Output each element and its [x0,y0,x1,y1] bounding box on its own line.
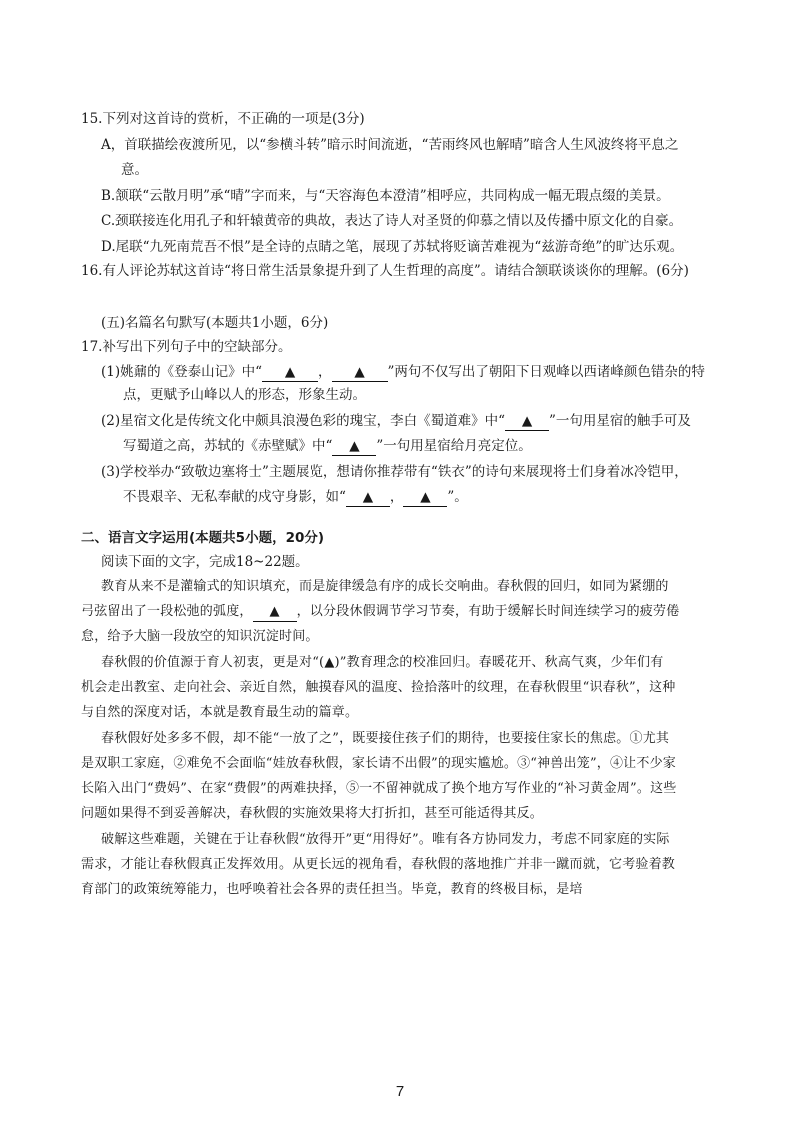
q17-item-2-cont [123,437,532,456]
passage-p1-line2 [81,603,679,622]
passage-p1-line1: 教育从来不是灌输式的知识填充，而是旋律缓急有序的成长交响曲。春秋假的回归，如同为紧绷的 [101,579,669,594]
answer-blank[interactable]: ▲ [253,603,297,622]
answer-blank[interactable]: ▲ [346,488,390,507]
passage-p3-line2: 是双职工家庭，②难免不会面临“娃放春秋假，家长请不出假”的现实尴尬。③“神兽出笼”，④让不少家 [81,756,676,771]
q15-option-a: A，首联描绘夜渡所见，以“参横斗转”暗示时间流逝，“苦雨终风也解晴”暗含人生风波终将平息之 [101,137,679,153]
q17-3-prefix: 不畏艰辛、无私奉献的戍守身影，如“ [123,489,346,505]
q17-1-comma: ， [318,364,332,380]
passage-p3-line4: 问题如果得不到妥善解决，春秋假的实施效果将大打折扣，甚至可能适得其反。 [81,806,544,821]
q17-1-suffix: ”两句不仅写出了朝阳下日观峰以西诸峰颜色错杂的特 [387,364,705,380]
q17-stem: 17.补写出下列句子中的空缺部分。 [81,339,292,355]
q17-3-comma: ， [389,489,404,505]
answer-blank[interactable]: ▲ [262,363,318,382]
answer-blank[interactable]: ▲ [505,412,549,431]
q17-2-suffix: ”一句用星宿的触手可及 [549,413,691,429]
q17-3-suffix: ”。 [447,489,468,505]
passage-p2-line2: 机会走出教室、走向社会、亲近自然，触摸春风的温度、捡拾落叶的纹理，在春秋假里“识春秋”，这种 [81,680,676,695]
answer-blank[interactable]: ▲ [403,488,447,507]
q17-item-3: (3)学校举办“致敬边塞将士”主题展览，想请你推荐带有“铁衣”的诗句来展现将士们身着冰冷铠甲， [101,464,688,480]
q15-option-a-cont: 意。 [121,162,148,178]
answer-blank[interactable]: ▲ [332,437,376,456]
q17-2-cont-prefix: 写蜀道之高，苏轼的《赤壁赋》中“ [123,438,333,454]
q17-2-cont-suffix: ”一句用星宿给月亮定位。 [376,438,532,454]
part-2-intro: 阅读下面的文字，完成18~22题。 [101,554,309,570]
part-2-heading: 二、语言文字运用(本题共5小题，20分) [81,530,325,546]
q17-1-prefix: (1)姚鼐的《登泰山记》中“ [101,364,263,380]
passage-p4-line3: 育部门的政策统筹能力，也呼唤着社会各界的责任担当。毕竟，教育的终极目标，是培 [81,882,583,897]
passage-p3-line1: 春秋假好处多多不假，却不能“一放了之”，既要接住孩子们的期待，也要接住家长的焦虑。①尤其 [101,731,670,746]
q15-option-d: D.尾联“九死南荒吾不恨”是全诗的点睛之笔，展现了苏轼将贬谪苦难视为“兹游奇绝”的旷达乐观。 [101,239,684,255]
passage-p1-line2-prefix: 弓弦留出了一段松弛的弧度， [81,604,253,619]
q15-option-b: B.颔联“云散月明”承“晴”字而来，与“天容海色本澄清”相呼应，共同构成一幅无瑕点缀的美景。 [101,188,670,204]
q17-item-1-cont: 点，更赋予山峰以人的形态，形象生动。 [123,387,366,403]
page-number: 7 [395,1083,405,1100]
q17-item-2 [101,412,691,431]
passage-p2-line3: 与自然的深度对话，本就是教育最生动的篇章。 [81,705,359,720]
passage-p2-line1: 春秋假的价值源于育人初衷，更是对“(▲)”教育理念的校准回归。春暖花开、秋高气爽，少年们有 [101,655,664,670]
passage-p4-line1: 破解这些难题，关键在于让春秋假“放得开”更“用得好”。唯有各方协同发力，考虑不同家庭的实际 [101,832,670,847]
q15-option-c: C.颈联接连化用孔子和轩辕黄帝的典故，表达了诗人对圣贤的仰慕之情以及传播中原文化的自豪。 [101,213,683,229]
passage-p3-line3: 长陷入出门“费妈”、在家“费假”的两难抉择，⑤一不留神就成了换个地方写作业的“补习黄金周”。这些 [81,781,677,796]
q15-stem: 15.下列对这首诗的赏析，不正确的一项是(3分) [81,111,365,127]
answer-blank[interactable]: ▲ [332,363,388,382]
q17-item-3-cont [123,488,468,507]
passage-p1-line3: 怠，给予大脑一段放空的知识沉淀时间。 [81,629,319,644]
passage-p1-line2-suffix: ，以分段休假调节学习节奏，有助于缓解长时间连续学习的疲劳倦 [296,604,680,619]
q17-2-prefix: (2)星宿文化是传统文化中颇具浪漫色彩的瑰宝，李白《蜀道难》中“ [101,413,506,429]
q17-item-1 [101,363,705,382]
section-5-heading: (五)名篇名句默写(本题共1小题，6分) [101,315,329,331]
q16-stem: 16.有人评论苏轼这首诗“将日常生活景象提升到了人生哲理的高度”。请结合颔联谈谈你的理解。(6分) [81,263,689,279]
passage-p4-line2: 需求，才能让春秋假真正发挥效用。从更长远的视角看，春秋假的落地推广并非一蹴而就，它考验着教 [81,857,676,872]
